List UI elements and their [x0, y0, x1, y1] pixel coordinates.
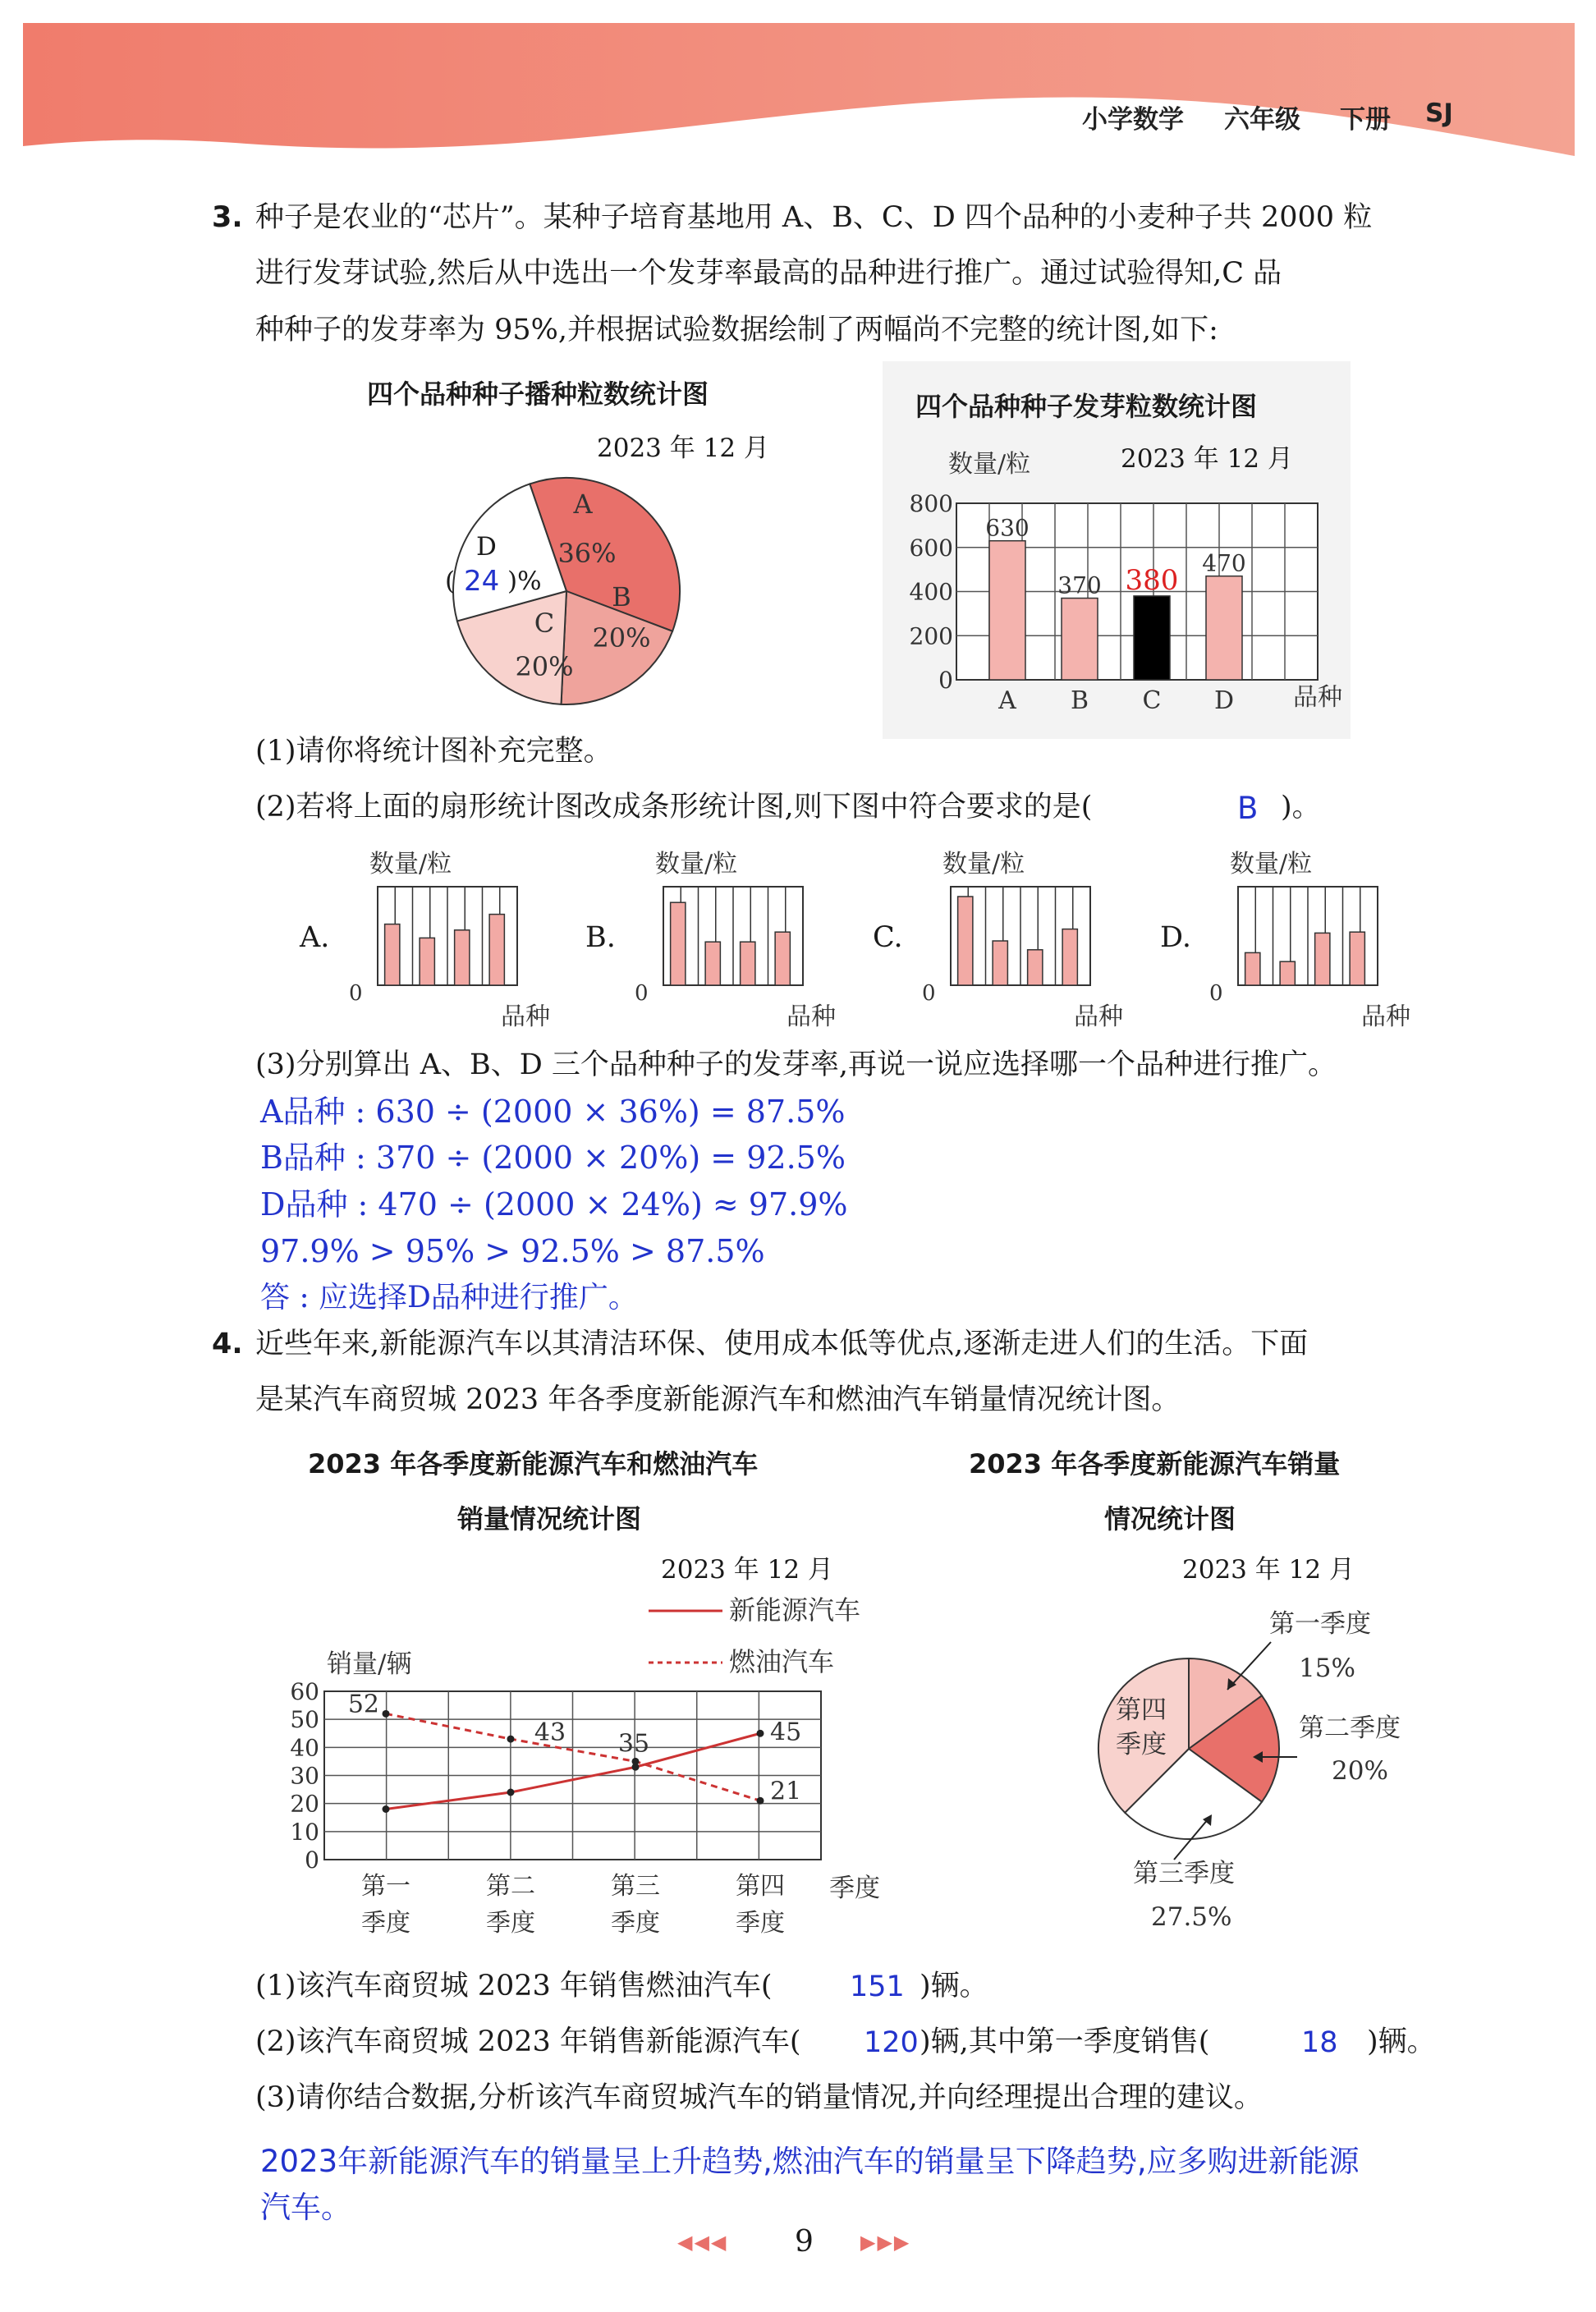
line-xtick-1-a: 第二: [486, 1872, 535, 1901]
option-label-0[interactable]: A.: [300, 921, 330, 954]
bar-ytick-label: 200: [909, 622, 953, 650]
option-label-1[interactable]: B.: [585, 921, 616, 954]
bar-xtick-A: A: [998, 686, 1016, 715]
q4-text-line-1: 近些年来,新能源汽车以其清洁环保、使用成本低等优点,逐渐走进人们的生活。下面: [255, 1328, 1309, 1360]
seed-pie-d-open: (: [445, 567, 456, 596]
bar-value-label-D: 470: [1202, 549, 1246, 577]
option-label-3[interactable]: D.: [1160, 921, 1191, 954]
line-xlabel: 季度: [829, 1874, 880, 1903]
option-zero: 0: [922, 981, 936, 1006]
bar-xtick-C: C: [1142, 686, 1162, 715]
line-xtick-2-a: 第三: [611, 1872, 660, 1901]
car-line-date: 2023 年 12 月: [661, 1555, 833, 1585]
option-bar: [958, 897, 973, 985]
option-xlabel: 品种: [787, 1002, 836, 1031]
q4-text-line-2: 是某汽车商贸城 2023 年各季度新能源汽车和燃油汽车销量情况统计图。: [255, 1383, 1181, 1416]
q4-sub2: (2)该汽车商贸城 2023 年销售新能源汽车(: [255, 2025, 801, 2058]
q3-sub1: (1)请你将统计图补充完整。: [255, 735, 612, 768]
series-point-0-0: [383, 1805, 390, 1813]
option-bar: [1062, 929, 1077, 985]
q4-number: 4.: [212, 1328, 243, 1360]
seed-pie-d-close: )%: [507, 567, 542, 596]
bar-value-label-B: 370: [1057, 571, 1102, 599]
bar-ytick-label: 0: [938, 667, 953, 694]
car-line-title-1: 2023 年各季度新能源汽车和燃油汽车: [308, 1448, 759, 1479]
car-line-title-2: 销量情况统计图: [457, 1503, 642, 1534]
series-point-1-0: [383, 1710, 390, 1718]
q4-answer-line-1: 2023年新能源汽车的销量呈上升趋势,燃油汽车的销量呈下降趋势,应多购进新能源: [260, 2144, 1360, 2179]
q3-sub2-close: )。: [1281, 791, 1321, 823]
seed-bar-chart: [891, 447, 1342, 731]
option-ylabel: 数量/粒: [942, 850, 1025, 878]
option-bar: [420, 938, 434, 985]
series-label-1-1: 43: [534, 1718, 566, 1748]
option-xlabel: 品种: [1361, 1002, 1410, 1031]
pie-label-B: B: [612, 581, 631, 612]
series-label-0-3: 45: [770, 1718, 802, 1747]
option-bar: [705, 942, 720, 985]
option-bar: [1028, 950, 1043, 985]
q3-answer-line-3: D品种 : 470 ÷ (2000 × 24%) ≈ 97.9%: [260, 1186, 848, 1223]
option-ylabel: 数量/粒: [1230, 850, 1313, 878]
q3-text-line-2: 进行发芽试验,然后从中选出一个发芽率最高的品种进行推广。通过试验得知,C 品: [255, 257, 1282, 290]
bar-C: [1134, 596, 1170, 680]
car-pie-label-3a: 第四: [1116, 1695, 1167, 1725]
car-pie-value-1: 20%: [1332, 1756, 1388, 1786]
line-ytick-label: 50: [290, 1706, 319, 1734]
car-pie-chart: [1067, 1585, 1453, 1970]
seed-bar-date: 2023 年 12 月: [1121, 444, 1293, 474]
car-pie-label-0: 第一季度: [1269, 1609, 1371, 1639]
bar-ytick-label: 800: [909, 490, 953, 517]
option-zero: 0: [635, 981, 649, 1006]
option-zero: 0: [1209, 981, 1223, 1006]
option-bar: [775, 932, 790, 985]
car-pie-label-2: 第三季度: [1133, 1859, 1235, 1888]
bar-A: [989, 541, 1025, 680]
option-xlabel: 品种: [501, 1002, 550, 1031]
pie-value-A: 36%: [557, 538, 617, 569]
option-ylabel: 数量/粒: [655, 850, 738, 878]
q3-text-line-1: 种子是农业的“芯片”。某种子培育基地用 A、B、C、D 四个品种的小麦种子共 2000 粒: [255, 201, 1373, 234]
line-xtick-0-b: 季度: [361, 1909, 410, 1938]
line-ytick-label: 30: [290, 1762, 319, 1790]
bar-xtick-D: D: [1213, 686, 1235, 715]
pie-value-C: 20%: [515, 651, 574, 682]
option-bar: [671, 902, 686, 985]
option-bar: [993, 941, 1007, 985]
q3-number: 3.: [212, 201, 243, 234]
seed-pie-title: 四个品种种子播种粒数统计图: [367, 378, 709, 410]
q3-text-line-3: 种种子的发芽率为 95%,并根据试验数据绘制了两幅尚不完整的统计图,如下:: [255, 314, 1218, 346]
car-pie-label-3b: 季度: [1116, 1730, 1167, 1759]
car-pie-value-0: 15%: [1299, 1654, 1355, 1683]
q4-sub2-close: )辆。: [1367, 2025, 1436, 2058]
bar-value-label-A: 630: [985, 514, 1030, 542]
option-chart-2[interactable]: [922, 837, 1193, 1031]
option-bar: [1280, 961, 1295, 985]
line-ytick-label: 0: [305, 1846, 319, 1874]
bar-xtick-B: B: [1070, 686, 1089, 715]
q4-sub3: (3)请你结合数据,分析该汽车商贸城汽车的销量情况,并向经理提出合理的建议。: [255, 2081, 1263, 2114]
option-ylabel: 数量/粒: [369, 850, 452, 878]
bar-ytick-label: 400: [909, 578, 953, 606]
line-xtick-1-b: 季度: [486, 1909, 535, 1938]
line-ytick-label: 10: [290, 1818, 319, 1846]
header-volume: 下册: [1340, 105, 1391, 135]
bar-xlabel: 品种: [1293, 683, 1342, 712]
series-point-0-3: [757, 1730, 764, 1737]
bar-value-label-C: 380: [1125, 563, 1179, 597]
option-bar: [741, 942, 755, 985]
q3-sub3: (3)分别算出 A、B、D 三个品种种子的发芽率,再说一说应选择哪一个品种进行推广。: [255, 1048, 1337, 1081]
q3-answer-line-5: 答 : 应选择D品种进行推广。: [260, 1281, 638, 1314]
series-point-1-3: [757, 1797, 764, 1805]
series-label-1-0: 52: [347, 1690, 379, 1719]
series-point-0-1: [507, 1789, 515, 1796]
line-xtick-3-b: 季度: [736, 1909, 785, 1938]
option-zero: 0: [349, 981, 363, 1006]
q4-sub1: (1)该汽车商贸城 2023 年销售燃油汽车(: [255, 1970, 773, 2002]
car-pie-title-1: 2023 年各季度新能源汽车销量: [969, 1448, 1341, 1479]
header-subject: 小学数学: [1082, 105, 1184, 135]
header-grade: 六年级: [1224, 105, 1300, 135]
bar-D: [1206, 576, 1242, 680]
series-label-1-3: 21: [770, 1777, 802, 1806]
q4-sub1-answer: 151: [850, 1970, 905, 2003]
car-pie-title-2: 情况统计图: [1104, 1503, 1236, 1534]
bar-ylabel: 数量/粒: [948, 450, 1031, 479]
line-xtick-2-b: 季度: [611, 1909, 660, 1938]
seed-pie-d-label: D: [476, 532, 497, 562]
q3-answer-line-1: A品种 : 630 ÷ (2000 × 36%) = 87.5%: [260, 1094, 846, 1130]
q3-sub2-answer: B: [1237, 791, 1259, 826]
option-bar: [1315, 933, 1330, 985]
option-bar: [455, 930, 470, 985]
q3-sub2: (2)若将上面的扇形统计图改成条形统计图,则下图中符合要求的是(: [255, 791, 1093, 823]
q4-sub2-answer-2: 18: [1301, 2026, 1338, 2059]
option-chart-3[interactable]: [1209, 837, 1480, 1031]
line-ytick-label: 40: [290, 1734, 319, 1762]
bar-B: [1062, 599, 1098, 680]
pie-label-A: A: [573, 489, 593, 520]
seed-pie-date: 2023 年 12 月: [597, 434, 769, 463]
pie-value-B: 20%: [592, 622, 651, 654]
car-pie-value-2: 27.5%: [1151, 1902, 1232, 1932]
footer-prev-arrows: ◀◀◀: [677, 2231, 728, 2254]
option-label-2[interactable]: C.: [873, 921, 903, 954]
legend-solid-label: 新能源汽车: [729, 1594, 861, 1626]
q4-sub1-close: )辆。: [920, 1970, 988, 2002]
series-point-1-2: [632, 1758, 640, 1765]
series-point-1-1: [507, 1736, 515, 1743]
q3-answer-line-2: B品种 : 370 ÷ (2000 × 20%) = 92.5%: [260, 1140, 846, 1176]
option-xlabel: 品种: [1074, 1002, 1123, 1031]
car-pie-label-1: 第二季度: [1299, 1713, 1401, 1743]
line-xtick-3-a: 第四: [736, 1872, 785, 1901]
line-ytick-label: 60: [290, 1678, 319, 1705]
option-bar: [1350, 932, 1364, 985]
pie-label-C: C: [534, 608, 555, 639]
seed-pie-d-answer: 24: [464, 565, 500, 598]
header-band: [0, 0, 1596, 164]
q4-sub2-mid: )辆,其中第一季度销售(: [920, 2025, 1210, 2058]
page-number: 9: [795, 2225, 814, 2259]
option-chart-1[interactable]: [635, 837, 906, 1031]
option-bar: [489, 915, 504, 985]
line-ytick-label: 20: [290, 1790, 319, 1818]
series-label-1-2: 35: [617, 1729, 650, 1759]
option-chart-0[interactable]: [349, 837, 620, 1031]
q4-sub2-answer: 120: [864, 2026, 919, 2059]
car-pie-date: 2023 年 12 月: [1182, 1555, 1355, 1585]
line-ylabel: 销量/辆: [327, 1649, 412, 1679]
q4-answer-line-2: 汽车。: [260, 2190, 351, 2225]
line-xtick-0-a: 第一: [361, 1872, 410, 1901]
seed-bar-title: 四个品种种子发芽粒数统计图: [915, 391, 1258, 422]
car-line-chart: [271, 1585, 944, 1938]
footer-next-arrows: ▶▶▶: [860, 2231, 911, 2254]
option-bar: [1245, 952, 1260, 985]
option-bar: [385, 924, 400, 985]
bar-ytick-label: 600: [909, 534, 953, 562]
legend-dashed-label: 燃油汽车: [729, 1646, 835, 1677]
q3-answer-line-4: 97.9% > 95% > 92.5% > 87.5%: [260, 1233, 765, 1269]
header-edition: SJ: [1425, 99, 1453, 128]
